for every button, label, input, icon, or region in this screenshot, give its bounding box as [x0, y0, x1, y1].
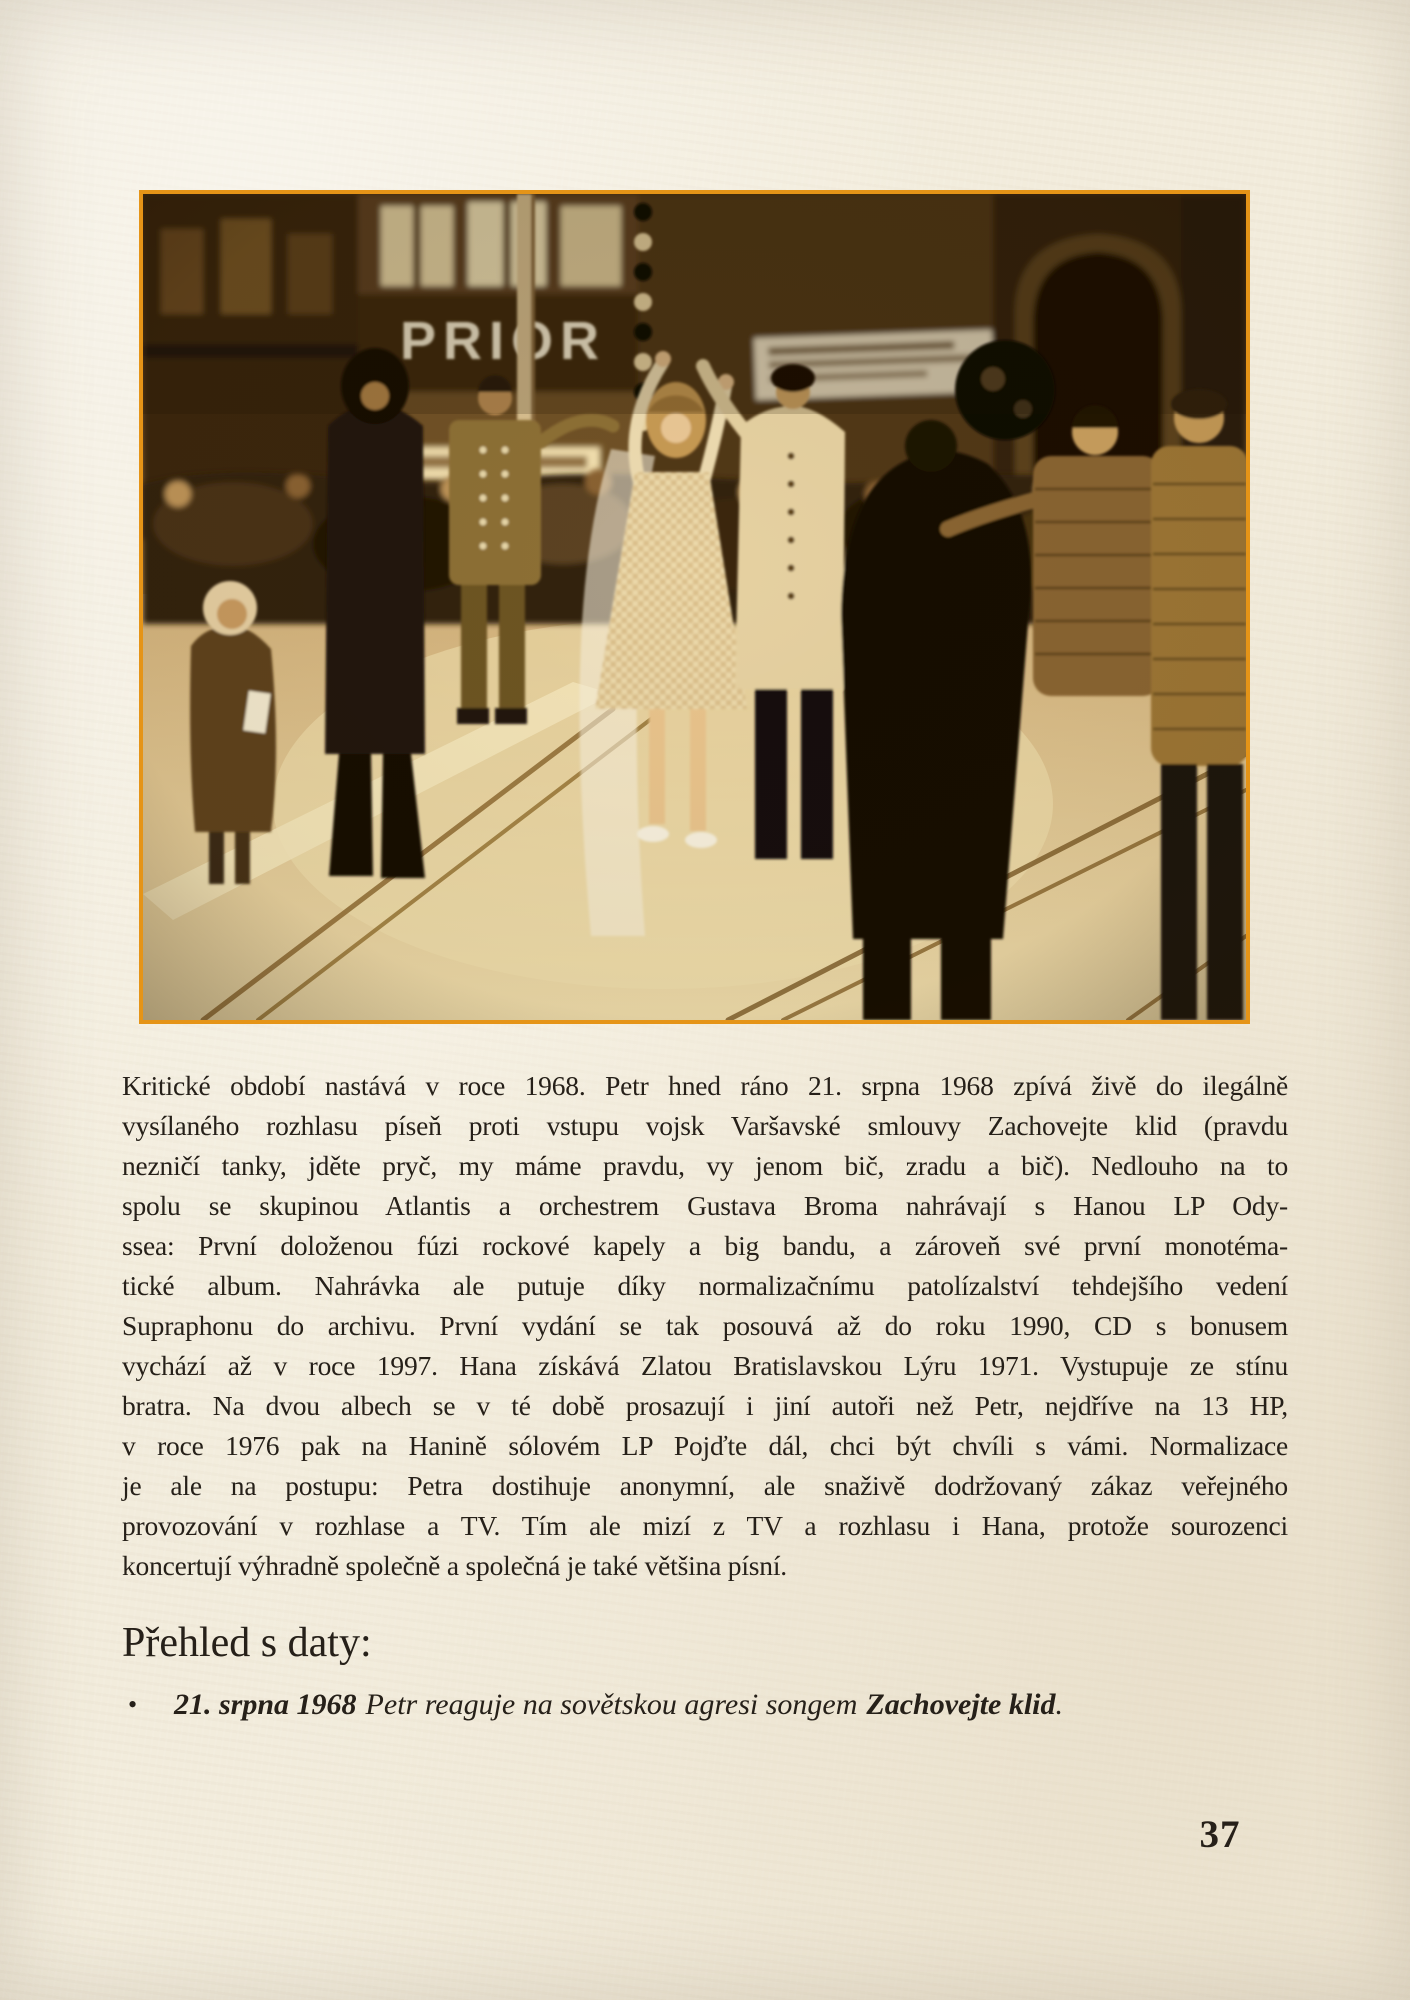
bullet-suffix: . — [1055, 1688, 1064, 1721]
bullet-date: 21. srpna 1968 — [174, 1688, 357, 1721]
street-dance-photo — [143, 194, 1246, 1020]
paragraph-line: ssea: První doloženou fúzi rockové kapely a big bandu, a zároveň své první monotéma- — [122, 1230, 1288, 1261]
paragraph-line: tické album. Nahrávka ale putuje díky normalizačnímu patolízalství tehdejšího vedení — [122, 1270, 1288, 1301]
paragraph-line: koncertují výhradně společně a společná je také většina písní. — [122, 1550, 787, 1581]
paragraph-line: provozování v rozhlase a TV. Tím ale mizí z TV a rozhlasu i Hana, protože sourozenci — [122, 1510, 1288, 1541]
paragraph-line: vysílaného rozhlasu píseň proti vstupu vojsk Varšavské smlouvy Zachovejte klid (pravdu — [122, 1110, 1288, 1141]
bullet-item — [128, 1686, 1288, 1724]
paragraph — [122, 1066, 1288, 1586]
bullet-marker-icon: • — [128, 1690, 138, 1719]
section-heading: Přehled s daty: — [122, 1620, 372, 1666]
bullet-text: Petr reaguje na sovětskou agresi songem — [365, 1688, 858, 1721]
paragraph-line: vychází až v roce 1997. Hana získává Zlatou Bratislavskou Lýru 1971. Vystupuje ze stínu — [122, 1350, 1288, 1381]
page-number: 37 — [1199, 1813, 1241, 1856]
paragraph-line: bratra. Na dvou albech se v té době prosazují i jiní autoři než Petr, nejdříve na 13 HP, — [122, 1390, 1288, 1421]
paragraph-line: Kritické období nastává v roce 1968. Petr hned ráno 21. srpna 1968 zpívá živě do ilegálně — [122, 1070, 1288, 1101]
bullet-song-title: Zachovejte klid — [866, 1688, 1056, 1721]
photo-frame — [139, 190, 1250, 1024]
paragraph-line: Supraphonu do archivu. První vydání se tak posouvá až do roku 1990, CD s bonusem — [122, 1310, 1288, 1341]
paragraph-line: je ale na postupu: Petra dostihuje anonymní, ale snaživě dodržovaný zákaz veřejného — [122, 1470, 1288, 1501]
paragraph-line: v roce 1976 pak na Hanině sólovém LP Pojďte dál, chci být chvíli s vámi. Normalizace — [122, 1430, 1288, 1461]
paragraph-line: spolu se skupinou Atlantis a orchestrem Gustava Broma nahrávají s Hanou LP Ody- — [122, 1190, 1288, 1221]
paragraph-line: nezničí tanky, jděte pryč, my máme pravdu, vy jenom bič, zradu a bič). Nedlouho na to — [122, 1150, 1288, 1181]
